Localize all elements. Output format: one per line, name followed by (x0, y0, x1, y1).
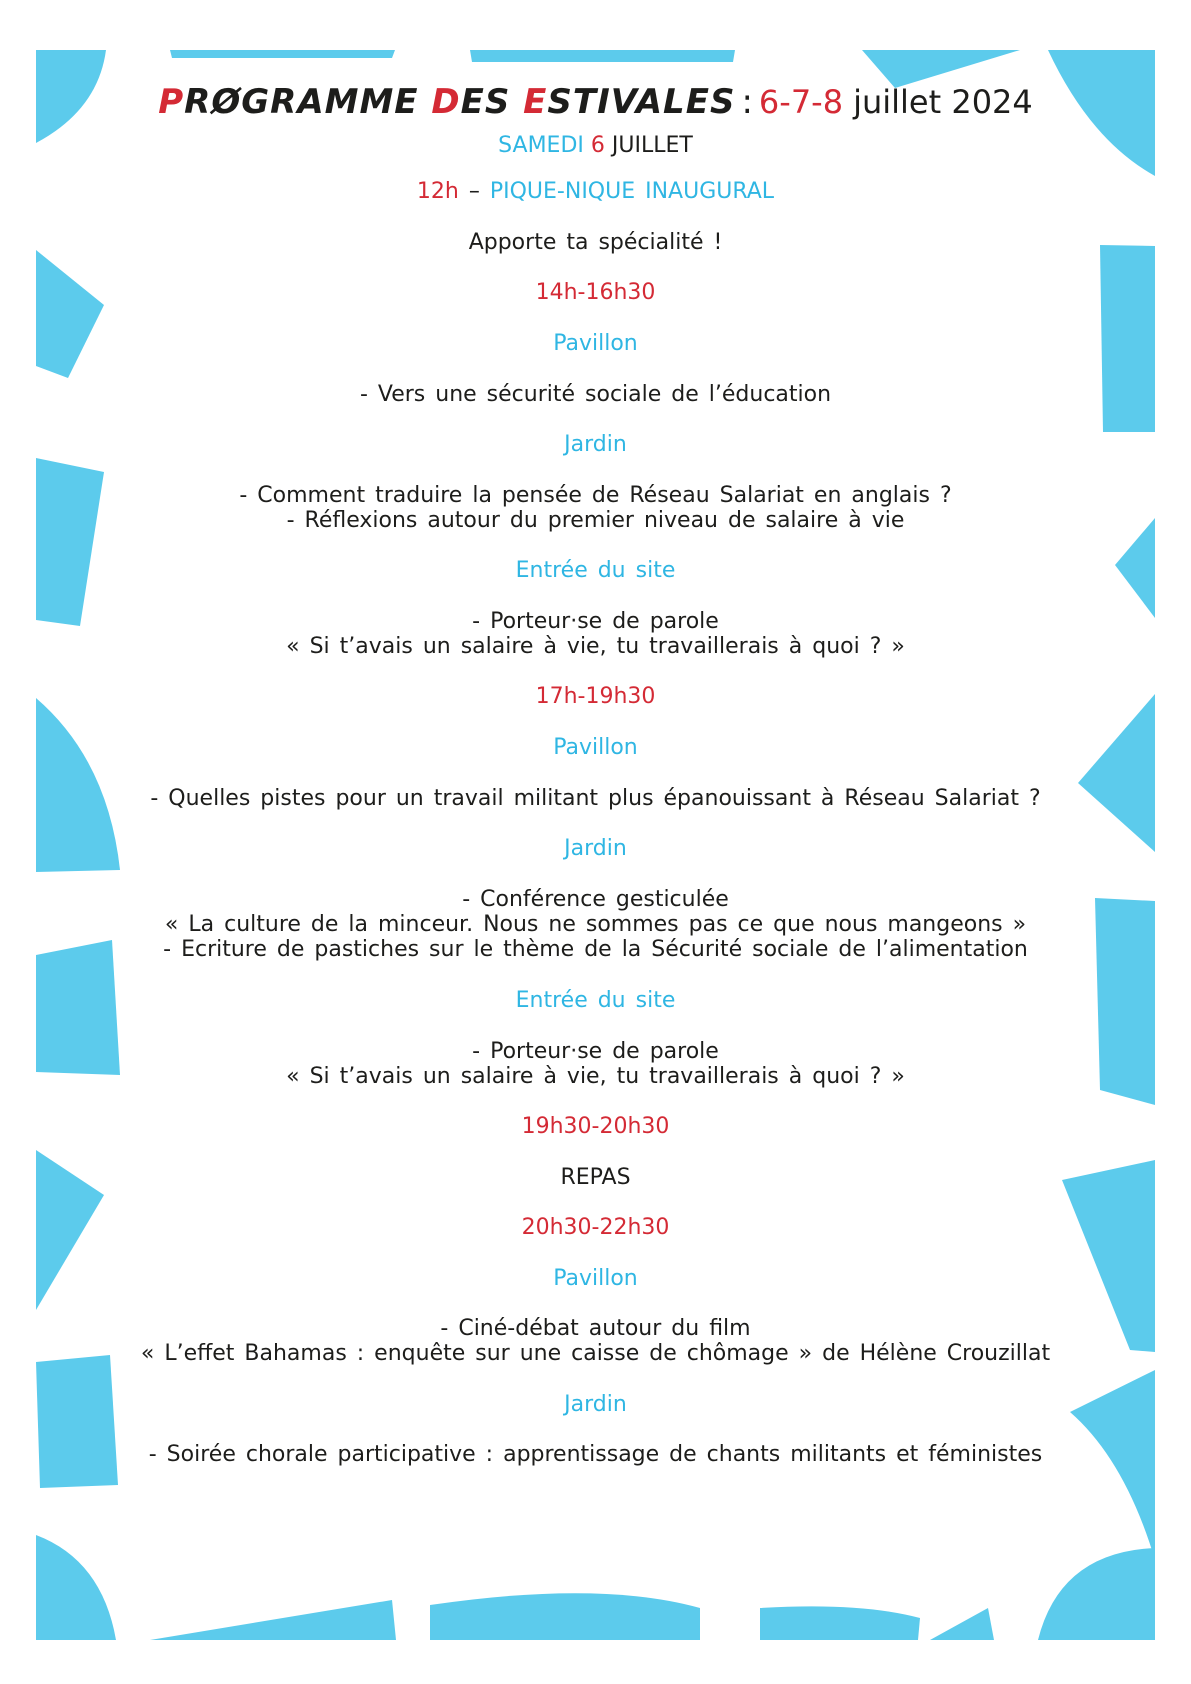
venue-label: Pavillon (553, 1266, 638, 1291)
venue-label: Pavillon (553, 331, 638, 356)
time-slot: 19h30-20h30 (521, 1114, 670, 1139)
title-colon: : (741, 82, 753, 122)
schedule-time-title (0, 178, 1191, 205)
day-label: SAMEDI (498, 133, 584, 158)
title-part: P (158, 82, 185, 122)
day-month: JUILLET (611, 133, 693, 158)
activity-text: - Porteur·se de parole (472, 1039, 719, 1064)
title-part: ES (460, 82, 524, 122)
activity-text: REPAS (560, 1165, 631, 1190)
venue-label: Entrée du site (515, 988, 676, 1013)
venue-label: Pavillon (553, 735, 638, 760)
title-part: D (431, 82, 461, 122)
page-title (0, 72, 1191, 132)
activity-text: - Ciné-débat autour du film (440, 1316, 751, 1341)
title-part: STIVALES (547, 82, 736, 122)
time-slot: 20h30-22h30 (521, 1215, 670, 1240)
activity-text: - Soirée chorale participative : apprentissage de chants militants et féministes (148, 1442, 1043, 1467)
title-handwritten (158, 82, 735, 122)
activity-text: - Vers une sécurité sociale de l’éducation (359, 382, 832, 407)
activity-text: « La culture de la minceur. Nous ne sommes pas ce que nous mangeons » (164, 912, 1027, 937)
time-slot: 14h-16h30 (535, 280, 656, 305)
activity-text: « Si t’avais un salaire à vie, tu travaillerais à quoi ? » (286, 1064, 905, 1089)
venue-label: Entrée du site (515, 558, 676, 583)
time-label: 12h (416, 179, 459, 204)
event-title: PIQUE-NIQUE INAUGURAL (489, 179, 775, 204)
day-number: 6 (590, 133, 605, 158)
activity-text: - Conférence gesticulée (462, 887, 729, 912)
venue-label: Jardin (564, 432, 627, 457)
activity-text: « L’effet Bahamas : enquête sur une caisse de chômage » de Hélène Crouzillat (140, 1341, 1051, 1366)
separator: – (458, 179, 490, 204)
title-month-year: juillet 2024 (853, 83, 1033, 121)
title-part: E (523, 82, 548, 122)
activity-text: Apporte ta spécialité ! (468, 230, 723, 255)
activity-text: - Porteur·se de parole (472, 609, 719, 634)
venue-label: Jardin (564, 836, 627, 861)
time-slot: 17h-19h30 (535, 684, 656, 709)
activity-text: - Comment traduire la pensée de Réseau Salariat en anglais ? (239, 483, 952, 508)
title-part: RØGRAMME (184, 82, 432, 122)
activity-text: - Quelles pistes pour un travail militant plus épanouissant à Réseau Salariat ? (150, 786, 1041, 811)
activity-text: - Ecriture de pastiches sur le thème de la Sécurité sociale de l’alimentation (163, 937, 1028, 962)
activity-text: « Si t’avais un salaire à vie, tu travaillerais à quoi ? » (286, 634, 905, 659)
activity-text: - Réflexions autour du premier niveau de salaire à vie (286, 508, 905, 533)
day-heading (0, 131, 1191, 161)
title-dates: 6-7-8 (758, 83, 844, 121)
venue-label: Jardin (564, 1392, 627, 1417)
